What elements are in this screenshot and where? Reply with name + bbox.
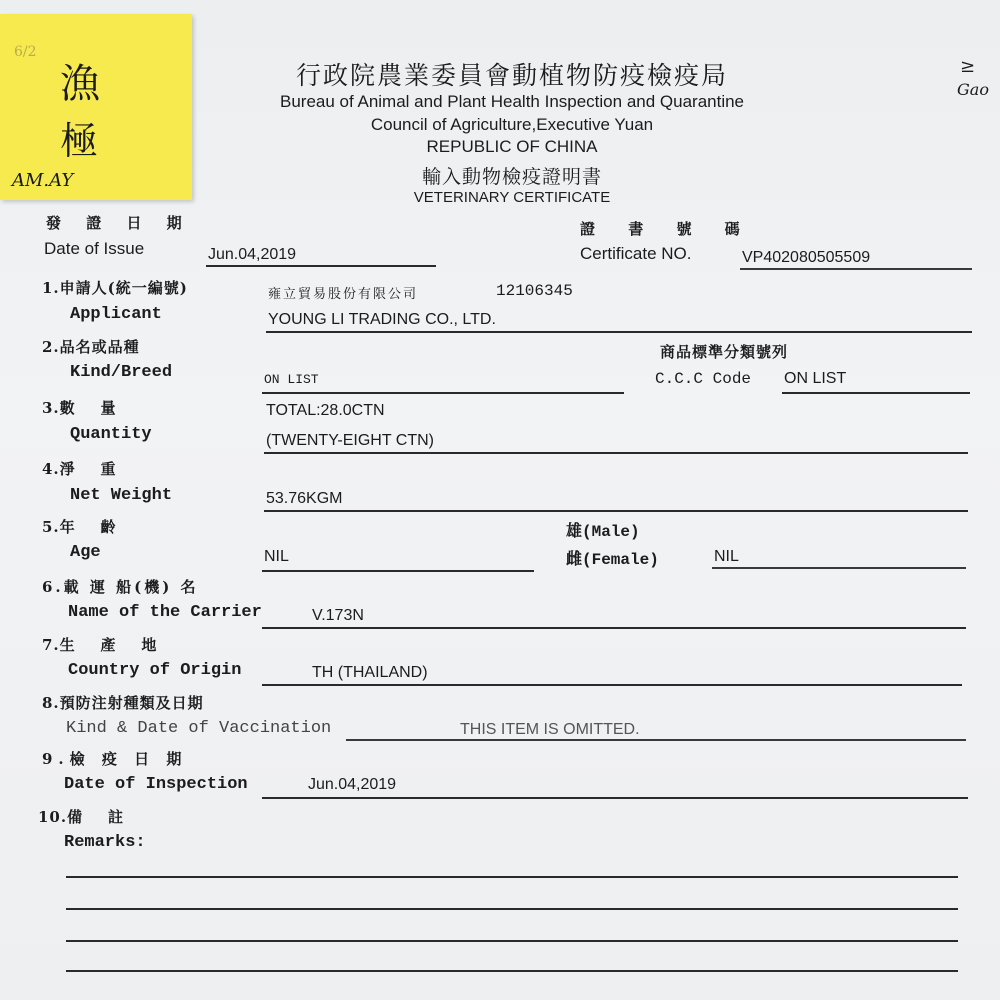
remarks-line-4 [66, 970, 958, 972]
net-weight-underline [264, 510, 968, 512]
carrier-label: Name of the Carrier [68, 603, 262, 622]
ccc-code-label: C.C.C Code [655, 370, 752, 388]
carrier-underline [262, 627, 966, 629]
quantity-underline [264, 452, 968, 454]
country-title: REPUBLIC OF CHINA [426, 137, 598, 156]
net-weight-label: Net Weight [70, 486, 173, 505]
certificate-no-label: Certificate NO. [580, 244, 692, 263]
applicant-name-en: YOUNG LI TRADING CO., LTD. [268, 311, 496, 328]
kind-underline [262, 392, 624, 394]
carrier-value: V.173N [312, 607, 364, 624]
corner-handwriting-bottom: Gao [957, 80, 989, 99]
age-underline [262, 570, 534, 572]
sticky-handwriting-2: 極 [60, 119, 99, 163]
corner-handwriting-top: ≥ [960, 56, 976, 77]
issue-date-label: Date of Issue [44, 239, 145, 258]
ccc-code-underline [782, 392, 970, 394]
council-title-en: Council of Agriculture,Executive Yuan [370, 115, 654, 134]
quantity-value-words: (TWENTY-EIGHT CTN) [266, 432, 434, 449]
remarks-label: Remarks: [64, 833, 146, 852]
inspection-underline [262, 797, 968, 799]
agency-title-zh: 行政院農業委員會動植物防疫檢疫局 [295, 61, 728, 90]
applicant-name-zh: 雍立貿易股份有限公司 [268, 287, 419, 302]
certificate-no-underline [740, 268, 972, 270]
vaccination-underline [346, 739, 966, 741]
inspection-value: Jun.04,2019 [308, 776, 397, 793]
quantity-value-total: TOTAL:28.0CTN [266, 402, 385, 419]
kind-value: ON LIST [264, 372, 319, 387]
certificate-title-en: VETERINARY CERTIFICATE [413, 189, 611, 206]
certificate-title-zh: 輸入動物檢疫證明書 [421, 166, 602, 188]
sticky-handwriting-3: AM.AY [12, 170, 74, 191]
sex-underline [712, 567, 966, 569]
age-label: Age [70, 543, 101, 562]
applicant-underline [266, 331, 972, 333]
origin-value: TH (THAILAND) [312, 664, 428, 681]
male-label: 雄(Male) [566, 523, 640, 541]
issue-date-label-zh: 發 證 日 期 [46, 214, 192, 232]
remarks-line-3 [66, 940, 958, 942]
vaccination-value: THIS ITEM IS OMITTED. [460, 721, 640, 738]
applicant-tax-id: 12106345 [496, 282, 573, 300]
applicant-label: Applicant [70, 305, 162, 324]
vaccination-label: Kind & Date of Vaccination [66, 719, 332, 738]
sex-value: NIL [714, 548, 739, 565]
female-label: 雌(Female) [566, 551, 659, 569]
issue-date-underline [206, 265, 436, 267]
age-label-zh: 5.年 齡 [42, 518, 117, 536]
sticky-faint-mark: 6/2 [14, 44, 37, 60]
applicant-label-zh: 1.申請人(統一編號) [42, 279, 188, 297]
agency-title-en: Bureau of Animal and Plant Health Inspection and Quarantine [279, 92, 745, 111]
issue-date-value: Jun.04,2019 [208, 246, 297, 263]
certificate-no-label-zh: 證 書 號 碼 [580, 220, 754, 238]
certificate-no-value: VP402080505509 [742, 249, 871, 266]
kind-label-zh: 2.品名或品種 [42, 338, 140, 356]
age-value: NIL [264, 548, 289, 565]
kind-label: Kind/Breed [70, 363, 173, 382]
remarks-label-zh: 10.備 註 [38, 808, 124, 826]
origin-label-zh: 7.生 產 地 [42, 636, 158, 654]
carrier-label-zh: 6.載 運 船(機) 名 [42, 578, 199, 596]
net-weight-value: 53.76KGM [266, 490, 343, 507]
inspection-label: Date of Inspection [64, 775, 248, 794]
remarks-line-2 [66, 908, 958, 910]
ccc-code-value: ON LIST [784, 370, 847, 387]
quantity-label: Quantity [70, 425, 152, 444]
net-weight-label-zh: 4.淨 重 [42, 460, 117, 478]
ccc-code-label-zh: 商品標準分類號列 [660, 343, 789, 361]
vaccination-label-zh: 8.預防注射種類及日期 [42, 694, 204, 712]
sticky-handwriting-1: 漁 [60, 61, 100, 107]
origin-underline [262, 684, 962, 686]
quantity-label-zh: 3.數 量 [42, 399, 117, 417]
inspection-label-zh: 9.檢 疫 日 期 [42, 750, 188, 768]
origin-label: Country of Origin [68, 661, 242, 680]
remarks-line-1 [66, 876, 958, 878]
